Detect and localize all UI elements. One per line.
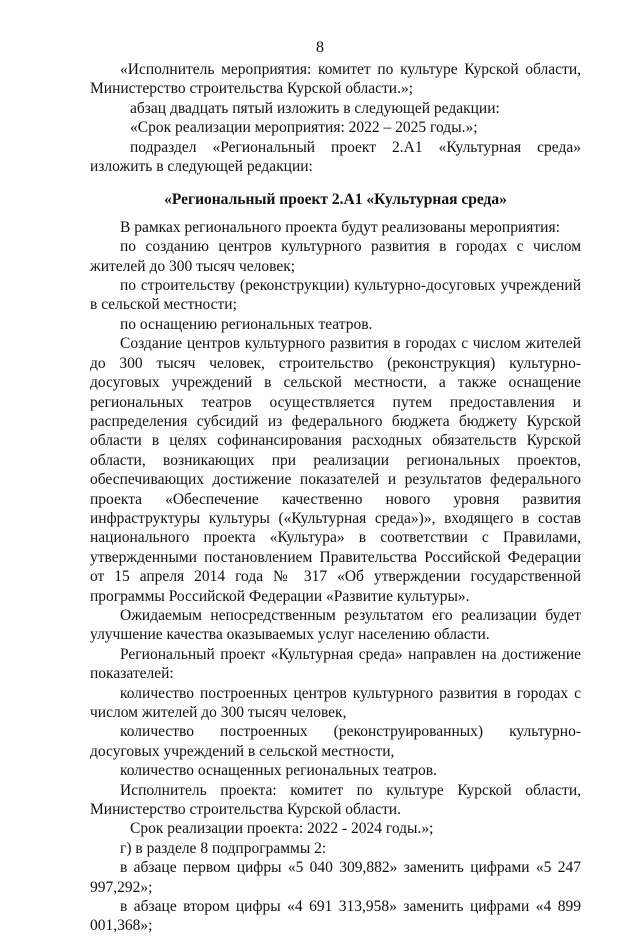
paragraph: Ожидаемым непосредственным результатом его реализации будет улучшение качества оказываемых услуг населению области.	[90, 606, 581, 644]
paragraph: «Исполнитель мероприятия: комитет по культуре Курской области, Министерство строительства Курской области.»;	[90, 61, 581, 98]
paragraph: количество оснащенных региональных театров.	[120, 762, 437, 780]
paragraph: Региональный проект «Культурная среда» направлен на достижение показателей:	[90, 645, 581, 683]
paragraph: подраздел «Региональный проект 2.А1 «Культурная среда» изложить в следующей редакции:	[90, 138, 581, 176]
paragraph: количество построенных (реконструированных) культурно-досуговых учреждений в сельской местности,	[90, 723, 581, 760]
paragraph: абзац двадцать пятый изложить в следующей редакции:	[130, 99, 500, 117]
paragraph: г) в разделе 8 подпрограммы 2:	[120, 839, 327, 857]
paragraph: Срок реализации проекта: 2022 - 2024 годы.»;	[130, 820, 434, 838]
paragraph: В рамках регионального проекта будут реализованы мероприятия:	[120, 218, 560, 236]
paragraph: в абзаце втором цифры «4 691 313,958» заменить цифрами «4 899 001,368»;	[90, 898, 581, 935]
document-body	[90, 60, 581, 936]
paragraph: по созданию центров культурного развития в городах с числом жителей до 300 тысяч человек;	[90, 238, 581, 275]
paragraph: по строительству (реконструкции) культурно-досуговых учреждений в сельской местности;	[90, 277, 581, 314]
paragraph: «Срок реализации мероприятия: 2022 – 2025 годы.»;	[130, 119, 478, 137]
page-number: 8	[316, 39, 324, 56]
paragraph: Создание центров культурного развития в городах с числом жителей до 300 тысяч человек, строительство (реконструкция) культурно-досуговых учреждений в сельской местности, а также оснащение региональных театров осуществляется путем предоставления и распределения субсидий из федерального бюджета бюджету Курской области в целях софинансирования расходных обязательств Курской области, возникающих при реализации региональных проектов, обеспечивающих достижение показателей и результатов федерального проекта «Обеспечение качественно нового уровня развития инфраструктуры культуры («Культурная среда»)», входящего в состав национального проекта «Культура» в соответствии с Правилами, утвержденными постановлением Правительства Российской Федерации от 15 апреля 2014 года № 317 «Об утверждении государственной программы Российской Федерации «Развитие культуры».	[90, 335, 581, 605]
paragraph: по оснащению региональных театров.	[120, 315, 373, 333]
section-heading: «Региональный проект 2.А1 «Культурная среда»	[164, 191, 507, 209]
paragraph: Исполнитель проекта: комитет по культуре Курской области, Министерство строительства Курской области.	[90, 781, 581, 819]
paragraph: в абзаце первом цифры «5 040 309,882» заменить цифрами «5 247 997,292»;	[90, 859, 581, 896]
paragraph: количество построенных центров культурного развития в городах с числом жителей до 300 тысяч человек,	[90, 684, 581, 721]
